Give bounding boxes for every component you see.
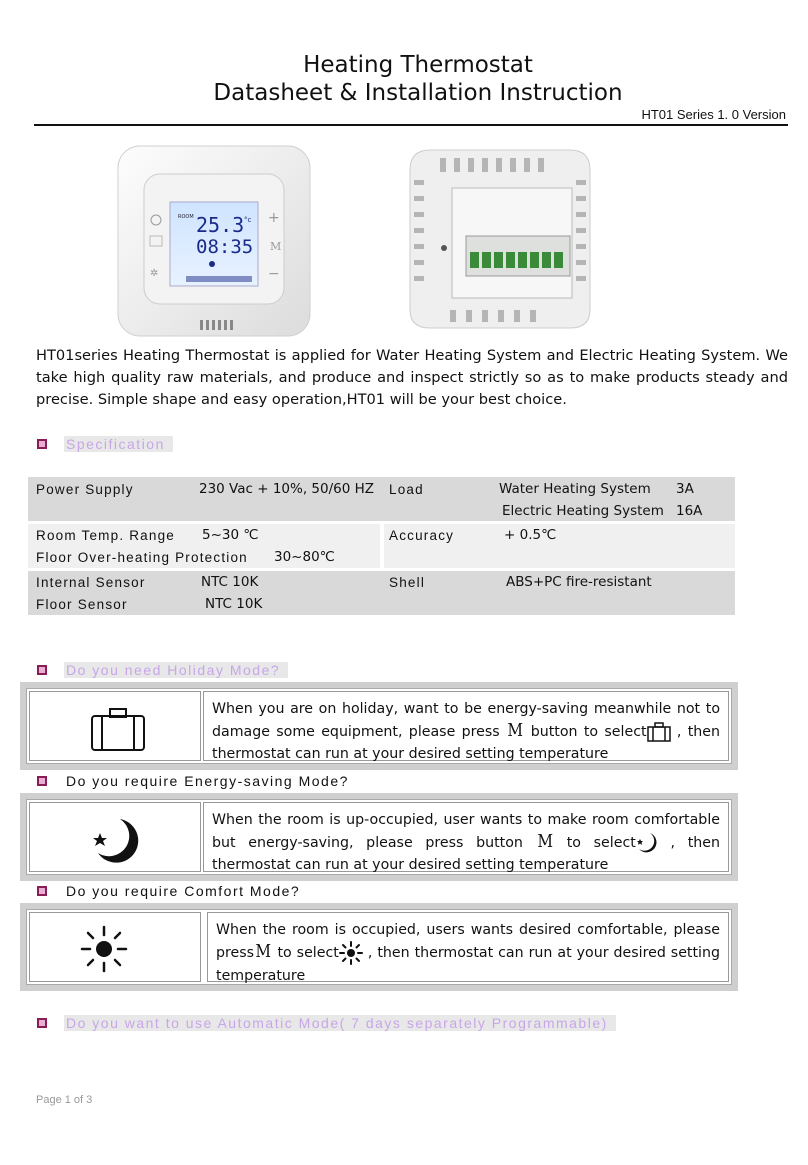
bullet-icon bbox=[36, 664, 48, 676]
spec-label: Internal Sensor bbox=[36, 575, 146, 590]
energy-heading: Do you require Energy-saving Mode? bbox=[66, 773, 349, 789]
lcd-room-label: ROOM bbox=[178, 214, 194, 220]
spec-value: 16A bbox=[676, 503, 703, 519]
spec-label: Accuracy bbox=[389, 528, 455, 543]
spec-row-3 bbox=[28, 571, 735, 615]
sun-icon bbox=[339, 941, 363, 965]
comfort-description: When the room is occupied, users wants desired comfortable, please pressM to select , then thermostat can run at your desired setting temperature bbox=[207, 912, 729, 982]
spec-label: Shell bbox=[389, 575, 426, 590]
suitcase-icon bbox=[90, 706, 146, 754]
spec-label: Room Temp. Range bbox=[36, 528, 176, 543]
moon-star-icon bbox=[90, 815, 140, 865]
spec-value: 30~80℃ bbox=[274, 549, 335, 565]
intro-paragraph: HT01series Heating Thermostat is applied for Water Heating System and Electric Heating System. We take high quality raw materials, and produce and inspect strictly so as to make products steady and precise. Simple shape and easy operation,HT01 will be your best choice. bbox=[36, 347, 788, 408]
spec-value: NTC 10K bbox=[205, 596, 263, 612]
comfort-heading: Do you require Comfort Mode? bbox=[66, 883, 301, 899]
bullet-icon bbox=[36, 438, 48, 450]
comfort-mode-box bbox=[20, 903, 738, 991]
mode-button[interactable]: M bbox=[270, 240, 282, 253]
lcd-unit: °c bbox=[244, 216, 252, 224]
spec-value: ABS+PC fire-resistant bbox=[506, 574, 652, 590]
spec-label: Load bbox=[389, 482, 424, 497]
spec-value: 230 Vac + 10%, 50/60 HZ bbox=[199, 481, 375, 497]
bullet-icon bbox=[36, 885, 48, 897]
spec-label: Floor Over-heating Protection bbox=[36, 550, 248, 565]
spec-value: 5~30 ℃ bbox=[202, 527, 259, 543]
bullet-icon bbox=[36, 1017, 48, 1029]
spec-label: Floor Sensor bbox=[36, 597, 128, 612]
lcd-temp: 25.3 bbox=[196, 213, 245, 237]
fan-button-icon[interactable]: ✲ bbox=[150, 268, 159, 279]
header-rule bbox=[34, 124, 788, 126]
spec-value: Electric Heating System bbox=[502, 503, 664, 519]
m-button-glyph: M bbox=[507, 720, 524, 741]
m-button-glyph: M bbox=[255, 941, 272, 962]
holiday-mode-box bbox=[20, 682, 738, 770]
page-number: Page 1 of 3 bbox=[36, 1094, 93, 1106]
spec-heading: Specification bbox=[64, 436, 173, 452]
spec-value: + 0.5℃ bbox=[504, 527, 557, 543]
sun-icon bbox=[80, 925, 128, 973]
minus-button[interactable]: − bbox=[268, 266, 280, 282]
holiday-heading: Do you need Holiday Mode? bbox=[64, 662, 288, 678]
spec-value: Water Heating System bbox=[499, 481, 651, 497]
energy-description: When the room is up-occupied, user wants to make room comfortable but energy-saving, please press button M to select , then thermostat can run at your desired setting temperature bbox=[203, 802, 729, 872]
version-label: HT01 Series 1. 0 Version bbox=[641, 107, 786, 122]
plus-button[interactable]: + bbox=[268, 210, 280, 226]
title-line-1: Heating Thermostat bbox=[303, 52, 533, 78]
spec-row-2 bbox=[28, 524, 735, 568]
holiday-description: When you are on holiday, want to be energy-saving meanwhile not to damage some equipment, please press M button to select , then thermostat can run at your desired setting temperature bbox=[203, 691, 729, 761]
energy-mode-box bbox=[20, 793, 738, 881]
spec-label: Power Supply bbox=[36, 482, 134, 497]
spec-value: 3A bbox=[676, 481, 694, 497]
moon-star-icon bbox=[636, 832, 658, 854]
suitcase-icon bbox=[647, 722, 671, 742]
title-line-2: Datasheet & Installation Instruction bbox=[213, 80, 623, 106]
spec-row-1 bbox=[28, 477, 735, 521]
lcd-time: 08:35 bbox=[196, 236, 254, 258]
thermostat-back-image bbox=[400, 140, 600, 332]
bullet-icon bbox=[36, 775, 48, 787]
m-button-glyph: M bbox=[536, 831, 553, 852]
thermostat-front-image bbox=[112, 140, 316, 340]
auto-heading: Do you want to use Automatic Mode( 7 days separately Programmable) bbox=[64, 1015, 616, 1031]
spec-value: NTC 10K bbox=[201, 574, 259, 590]
